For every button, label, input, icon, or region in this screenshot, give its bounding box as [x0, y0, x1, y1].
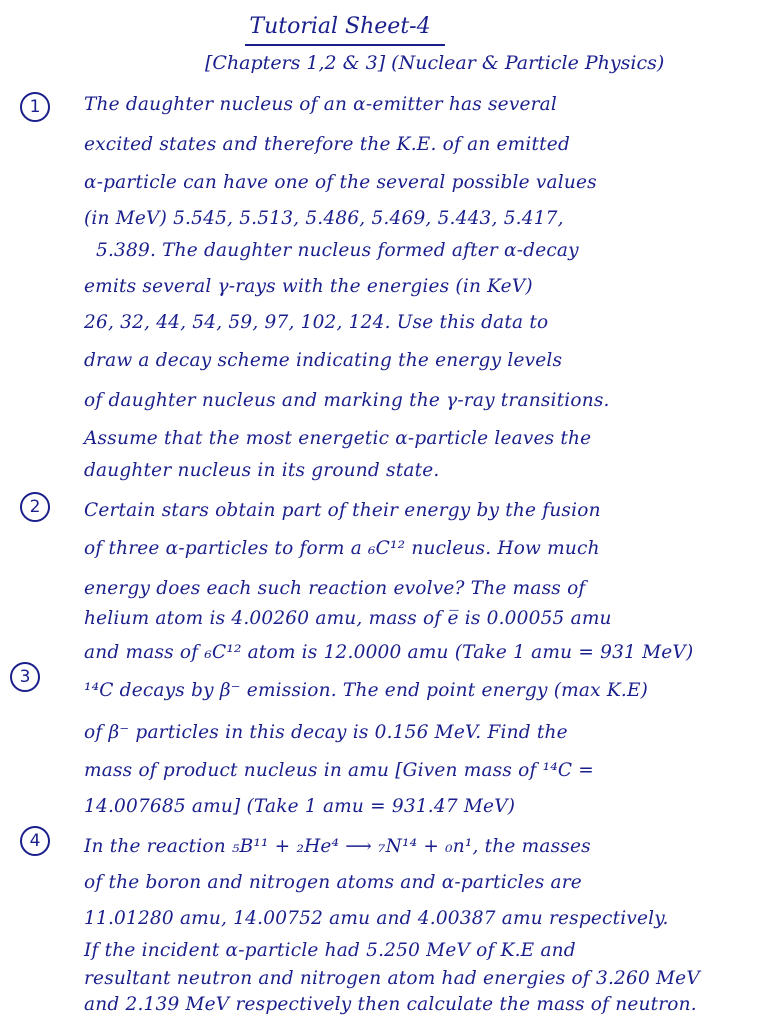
question-2-line: of three α-particles to form a ₆C¹² nucleus. How much [84, 538, 600, 559]
question-4-line: 11.01280 amu, 14.00752 amu and 4.00387 amu respectively. [84, 908, 669, 929]
page-title: Tutorial Sheet-4 [249, 14, 431, 39]
question-1-line: (in MeV) 5.545, 5.513, 5.486, 5.469, 5.443, 5.417, [84, 208, 564, 229]
question-3-number: 3 [10, 662, 40, 692]
title-underline [245, 44, 445, 46]
question-1-line: 26, 32, 44, 54, 59, 97, 102, 124. Use this data to [84, 312, 549, 333]
question-4-number: 4 [20, 826, 50, 856]
question-3-line: mass of product nucleus in amu [Given mass of ¹⁴C = [84, 760, 594, 781]
question-4-line: resultant neutron and nitrogen atom had energies of 3.260 MeV [84, 968, 700, 989]
question-1-line: Assume that the most energetic α-particle leaves the [84, 428, 592, 449]
question-1-line: excited states and therefore the K.E. of an emitted [84, 134, 570, 155]
question-1-line: 5.389. The daughter nucleus formed after α-decay [96, 240, 579, 261]
question-2-line: helium atom is 4.00260 amu, mass of e̅ is 0.00055 amu [84, 608, 612, 629]
question-4-line: of the boron and nitrogen atoms and α-particles are [84, 872, 582, 893]
question-1-line: of daughter nucleus and marking the γ-ray transitions. [84, 390, 610, 411]
question-2-line: Certain stars obtain part of their energy by the fusion [84, 500, 601, 521]
question-2-line: and mass of ₆C¹² atom is 12.0000 amu (Take 1 amu = 931 MeV) [84, 642, 694, 663]
question-1-line: draw a decay scheme indicating the energy levels [84, 350, 563, 371]
question-1-line: emits several γ-rays with the energies (in KeV) [84, 276, 533, 297]
question-4-line: In the reaction ₅B¹¹ + ₂He⁴ ⟶ ₇N¹⁴ + ₀n¹, the masses [84, 836, 591, 857]
page-subtitle: [Chapters 1,2 & 3] (Nuclear & Particle Physics) [205, 52, 665, 74]
question-4-line: If the incident α-particle had 5.250 MeV of K.E and [84, 940, 576, 961]
question-3-line: of β⁻ particles in this decay is 0.156 MeV. Find the [84, 722, 568, 743]
question-2-line: energy does each such reaction evolve? The mass of [84, 578, 586, 599]
question-4-line: and 2.139 MeV respectively then calculate the mass of neutron. [84, 994, 697, 1015]
question-3-line: 14.007685 amu] (Take 1 amu = 931.47 MeV) [84, 796, 516, 817]
question-1-line: α-particle can have one of the several possible values [84, 172, 597, 193]
question-1-line: The daughter nucleus of an α-emitter has several [84, 94, 558, 115]
question-1-line: daughter nucleus in its ground state. [84, 460, 440, 481]
question-2-number: 2 [20, 492, 50, 522]
question-3-line: ¹⁴C decays by β⁻ emission. The end point energy (max K.E) [84, 680, 649, 701]
question-1-number: 1 [20, 92, 50, 122]
